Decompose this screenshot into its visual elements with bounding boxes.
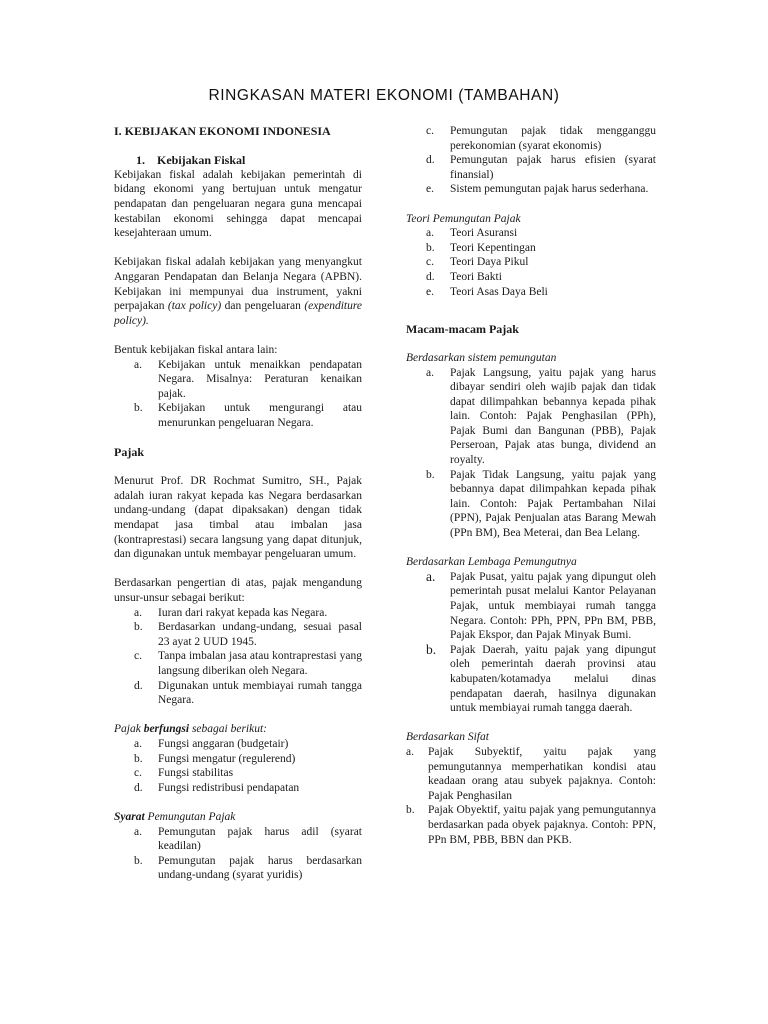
list-text: Pemungutan pajak tidak mengganggu perekonomian (syarat ekonomis) [450,125,656,152]
sistem-heading: Berdasarkan sistem pemungutan [406,351,557,364]
list-text: Pajak Langsung, yaitu pajak yang harus dibayar sendiri oleh wajib pajak dan tidak dapat dilimpahkan bebannya kepada pihak lain. Contoh: Pajak Penghasilan (PPh), Pajak Bumi dan Bangunan (PBB), Pajak Perseroan, Pajak atas bunga, dividend an royalty. [450,366,656,467]
list-marker: a. [426,366,434,379]
list-item [114,752,362,767]
macam-pajak-heading: Macam-macam Pajak [406,321,519,336]
list-item [406,153,656,182]
sifat-list [406,745,656,847]
text-span-italic: (tax policy) [167,300,222,313]
list-text: Tanpa imbalan jasa atau kontraprestasi yang langsung diberikan oleh Negara. [158,650,362,677]
list-item [114,649,362,678]
list-marker: a. [134,737,142,750]
syarat-continued-list [406,124,656,197]
list-marker: b. [426,468,435,481]
list-marker: a. [134,825,142,838]
list-marker: a. [426,227,434,240]
list-marker: c. [426,125,434,137]
list-item [114,606,362,621]
list-item [406,226,656,241]
list-text: Digunakan untuk membiayai rumah tangga Negara. [158,679,362,707]
subheading-kebijakan-fiskal: 1. Kebijakan Fiskal [136,153,246,168]
list-marker: d. [134,781,143,794]
list-text: Fungsi stabilitas [158,767,234,780]
list-text: Pemungutan pajak harus efisien (syarat finansial) [450,154,656,181]
fungsi-heading [114,722,362,737]
list-item [406,803,656,847]
list-text: Fungsi redistribusi pendapatan [158,781,300,794]
list-marker: d. [426,270,435,283]
list-text: Pajak Pusat, yaitu pajak yang dipungut oleh pemerintah pusat melalui Kantor Pelayanan Pajak, untuk membiayai rumah tangga Negara. Contoh: PPh, PPN, PPn BM, PBB, Pajak Ekspor, dan Pajak Minyak Bumi. [450,570,656,642]
sifat-heading: Berdasarkan Sifat [406,731,489,744]
list-item [114,358,362,402]
list-item [406,255,656,270]
list-item [406,366,656,468]
list-marker: e. [426,183,434,196]
list-marker: b. [134,621,143,634]
list-marker: a. [134,358,142,371]
text-span: Pajak [114,723,144,736]
lembaga-list [406,570,656,716]
list-item [114,737,362,752]
text-span: Kebijakan fiskal adalah kebijakan yang menyangkut Anggaran Pendapatan dan Belanja Negara (APBN). Kebijakan ini mempunyai dua instrument, yakni perpajakan [114,256,362,313]
paragraph-fiskal-definition: Kebijakan fiskal adalah kebijakan pemerintah di bidang ekonomi yang bertujuan untuk mengatur pendapatan dan pengeluaran negara guna mencapai kestabilan ekonomi sehingga dapat mencapai kesejahteraan umum. [114,168,362,240]
list-marker: a. [406,745,414,758]
list-item [406,124,656,153]
list-marker: c. [134,767,142,780]
bentuk-intro: Bentuk kebijakan fiskal antara lain: [114,343,278,356]
unsur-list [114,606,362,708]
list-item [114,825,362,854]
text-span-bold: Syarat [114,810,145,823]
list-text: Sistem pemungutan pajak harus sederhana. [450,183,649,196]
list-marker: b. [426,641,437,657]
teori-list [406,226,656,299]
section-heading: I. KEBIJAKAN EKONOMI INDONESIA [114,124,331,138]
list-text: Teori Bakti [450,270,502,283]
list-marker: b. [134,854,143,867]
list-item [406,285,656,300]
list-item [406,270,656,285]
list-item [406,570,656,643]
list-item [114,766,362,781]
list-item [406,182,656,197]
list-text: Pemungutan pajak harus adil (syarat keadilan) [158,825,362,853]
list-marker: e. [426,285,434,298]
list-marker: b. [426,241,435,254]
list-marker: a. [426,568,436,584]
fungsi-list [114,737,362,795]
list-marker: c. [426,256,434,269]
list-text: Pemungutan pajak harus berdasarkan undang-undang (syarat yuridis) [158,854,362,882]
pajak-heading: Pajak [114,445,144,460]
list-item [114,854,362,883]
list-text: Teori Asas Daya Beli [450,285,548,298]
text-span: Pemungutan Pajak [144,810,236,823]
right-column [406,124,656,847]
list-text: Kebijakan untuk menaikkan pendapatan Negara. Misalnya: Peraturan kenaikan pajak. [158,358,362,400]
text-span: sebagai berikut: [189,723,268,736]
list-item [114,401,362,430]
list-marker: b. [134,752,143,765]
list-text: Pajak Daerah, yaitu pajak yang dipungut oleh pemerintah daerah provinsi atau kabupaten/kotamadya melalui dinas pendapatan daerah, hasilnya digunakan untuk membiayai rumah tangga daerah. [450,643,656,715]
list-item [114,620,362,649]
bentuk-list [114,358,362,431]
list-marker: c. [134,650,142,663]
text-span-italic: (expenditure policy). [114,300,363,327]
list-item [114,781,362,796]
list-item [406,241,656,256]
list-marker: d. [134,679,143,692]
list-text: Pajak Tidak Langsung, yaitu pajak yang bebannya dapat dilimpahkan kepada pihak lain. Contoh: Pajak Pertambahan Nilai (PPN), Pajak Penjualan atas Barang Mewah (PPn BM), Bea Meterai, dan Bea Lelang. [450,468,656,540]
page-title: RINGKASAN MATERI EKONOMI (TAMBAHAN) [208,87,560,104]
left-column [114,124,362,883]
pajak-definition: Menurut Prof. DR Rochmat Sumitro, SH., Pajak adalah iuran rakyat kepada kas Negara berdasarkan undang-undang (dapat dipaksakan) dengan tidak mendapat jasa timbal atau imbalan jasa (kontraprestasi) secara langsung yang dapat ditunjuk, dan digunakan untuk membayar pengeluaran umum. [114,475,362,561]
text-span-bold: berfungsi [143,723,190,736]
list-text: Teori Kepentingan [450,241,536,254]
syarat-heading [114,810,362,825]
list-marker: b. [134,402,143,415]
list-text: Pajak Subyektif, yaitu pajak yang pemungutannya memperhatikan kondisi atau keadaan orang atau subyek pajaknya. Contoh: Pajak Penghasilan [428,745,656,802]
list-item [114,679,362,708]
list-marker: d. [426,154,435,167]
text-span: dan pengeluaran [221,300,305,313]
list-text: Fungsi mengatur (regulerend) [158,752,296,765]
list-text: Fungsi anggaran (budgetair) [158,737,289,750]
paragraph-fiskal-apbn [114,255,362,328]
syarat-list [114,825,362,883]
teori-heading: Teori Pemungutan Pajak [406,212,521,225]
list-text: Kebijakan untuk mengurangi atau menurunkan pengeluaran Negara. [158,402,362,429]
list-item [406,745,656,803]
list-item [406,643,656,716]
list-text: Teori Asuransi [450,227,518,240]
list-item [406,468,656,541]
list-text: Iuran dari rakyat kepada kas Negara. [158,606,328,619]
list-marker: b. [406,804,415,817]
list-text: Berdasarkan undang-undang, sesuai pasal 23 ayat 2 UUD 1945. [158,621,362,648]
unsur-intro: Berdasarkan pengertian di atas, pajak mengandung unsur-unsur sebagai berikut: [114,577,362,604]
list-text: Teori Daya Pikul [450,256,529,269]
list-marker: a. [134,606,142,619]
list-text: Pajak Obyektif, yaitu pajak yang pemungutannya berdasarkan pada obyek pajaknya. Contoh: PPN, PPn BM, PBB, BBN dan PKB. [428,804,656,846]
sistem-list [406,366,656,541]
lembaga-heading: Berdasarkan Lembaga Pemungutnya [406,556,577,569]
